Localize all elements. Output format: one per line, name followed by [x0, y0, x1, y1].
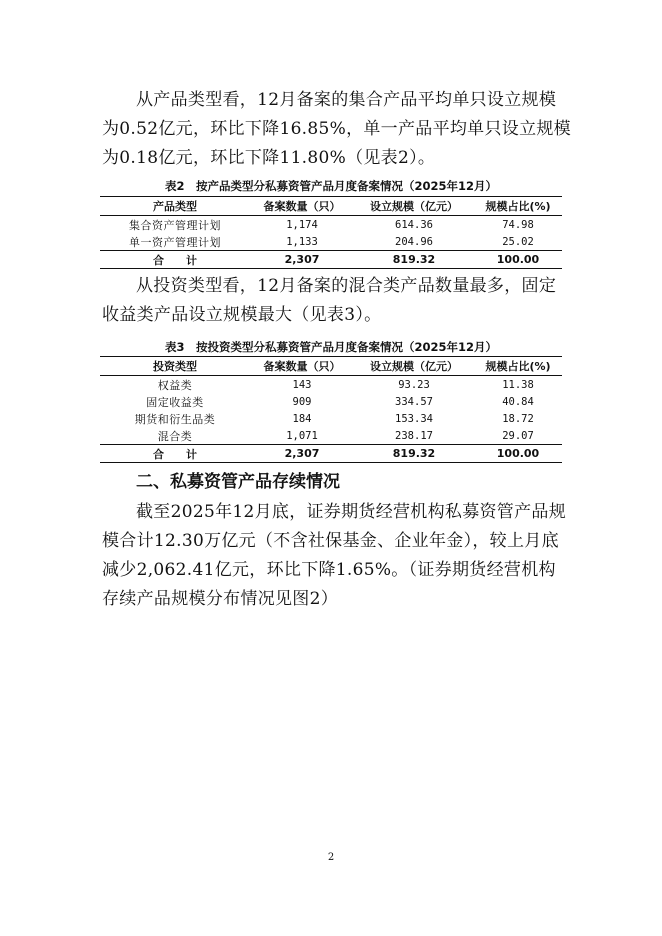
- table-row: [100, 393, 562, 410]
- table3-cell: 29.07: [502, 429, 534, 442]
- table-row: [100, 376, 562, 394]
- table3-header-share: 规模占比(%): [474, 357, 562, 376]
- table2-total-label: 合 计: [100, 251, 250, 269]
- table3-total-cell: 819.32: [354, 445, 474, 463]
- table2-header-scale: 设立规模（亿元）: [354, 197, 474, 216]
- table2-caption: 表2 按产品类型分私募资管产品月度备案情况（2025年12月）: [164, 179, 497, 193]
- table2-cell: 单一资产管理计划: [129, 235, 221, 249]
- table3-cell: 334.57: [395, 395, 433, 408]
- table-row: [100, 427, 562, 445]
- table3-header-row: [100, 357, 562, 376]
- table3-cell: 143: [292, 378, 312, 391]
- table2-header-share: 规模占比(%): [474, 197, 562, 216]
- table2-header-row: [100, 197, 562, 216]
- table2-cell: 1,174: [286, 218, 318, 231]
- table3-cell: 909: [292, 395, 312, 408]
- table3-header-scale: 设立规模（亿元）: [354, 357, 474, 376]
- table3-total-row: [100, 445, 562, 463]
- table3-cell: 238.17: [395, 429, 433, 442]
- table2-cell: 74.98: [502, 218, 534, 231]
- table3-cell: 11.38: [502, 378, 534, 391]
- table3-total-label: 合 计: [100, 445, 250, 463]
- table3-cell: 混合类: [157, 429, 193, 443]
- table3-cell: 93.23: [398, 378, 430, 391]
- table-row: [100, 216, 562, 234]
- table3-caption: 表3 按投资类型分私募资管产品月度备案情况（2025年12月）: [164, 340, 497, 354]
- table2-header-type: 产品类型: [100, 197, 250, 216]
- table-row: [100, 233, 562, 251]
- paragraph-outstanding-scale: 截至2025年12月底，证券期货经营机构私募资管产品规模合计12.30万亿元（不含社保基金、企业年金），较上月底减少2,062.41亿元，环比下降1.65%。（证券期货经营机构存续产品规模分布情况见图2）: [102, 502, 566, 609]
- table2-cell: 204.96: [395, 235, 433, 248]
- table2-total-row: [100, 251, 562, 269]
- paragraph-product-type: 从产品类型看，12月备案的集合产品平均单只设立规模为0.52亿元，环比下降16.85%，单一产品平均单只设立规模为0.18亿元，环比下降11.80%（见表2）。: [102, 90, 571, 168]
- table3-total-cell: 100.00: [474, 445, 562, 463]
- table2-cell: 集合资产管理计划: [129, 218, 221, 232]
- table2-total-cell: 819.32: [354, 251, 474, 269]
- table3-cell: 18.72: [502, 412, 534, 425]
- table3-cell: 40.84: [502, 395, 534, 408]
- table3-cell: 固定收益类: [146, 395, 204, 409]
- table3-cell: 153.34: [395, 412, 433, 425]
- table3-cell: 184: [292, 412, 312, 425]
- table2-cell: 1,133: [286, 235, 318, 248]
- page-number: 2: [327, 852, 335, 863]
- paragraph-investment-type: 从投资类型看，12月备案的混合类产品数量最多，固定收益类产品设立规模最大（见表3）。: [102, 276, 557, 325]
- table2: [100, 196, 562, 269]
- table3-header-type: 投资类型: [100, 357, 250, 376]
- table3-cell: 1,071: [286, 429, 318, 442]
- table-row: [100, 410, 562, 427]
- table3: [100, 356, 562, 463]
- table2-header-count: 备案数量（只）: [250, 197, 354, 216]
- table3-header-count: 备案数量（只）: [250, 357, 354, 376]
- table3-cell: 期货和衍生品类: [134, 412, 216, 426]
- table2-total-cell: 100.00: [474, 251, 562, 269]
- table2-cell: 25.02: [502, 235, 534, 248]
- table3-total-cell: 2,307: [250, 445, 354, 463]
- table2-total-cell: 2,307: [250, 251, 354, 269]
- table3-cell: 权益类: [157, 378, 193, 392]
- table2-cell: 614.36: [395, 218, 433, 231]
- section-heading: 二、私募资管产品存续情况: [136, 472, 340, 492]
